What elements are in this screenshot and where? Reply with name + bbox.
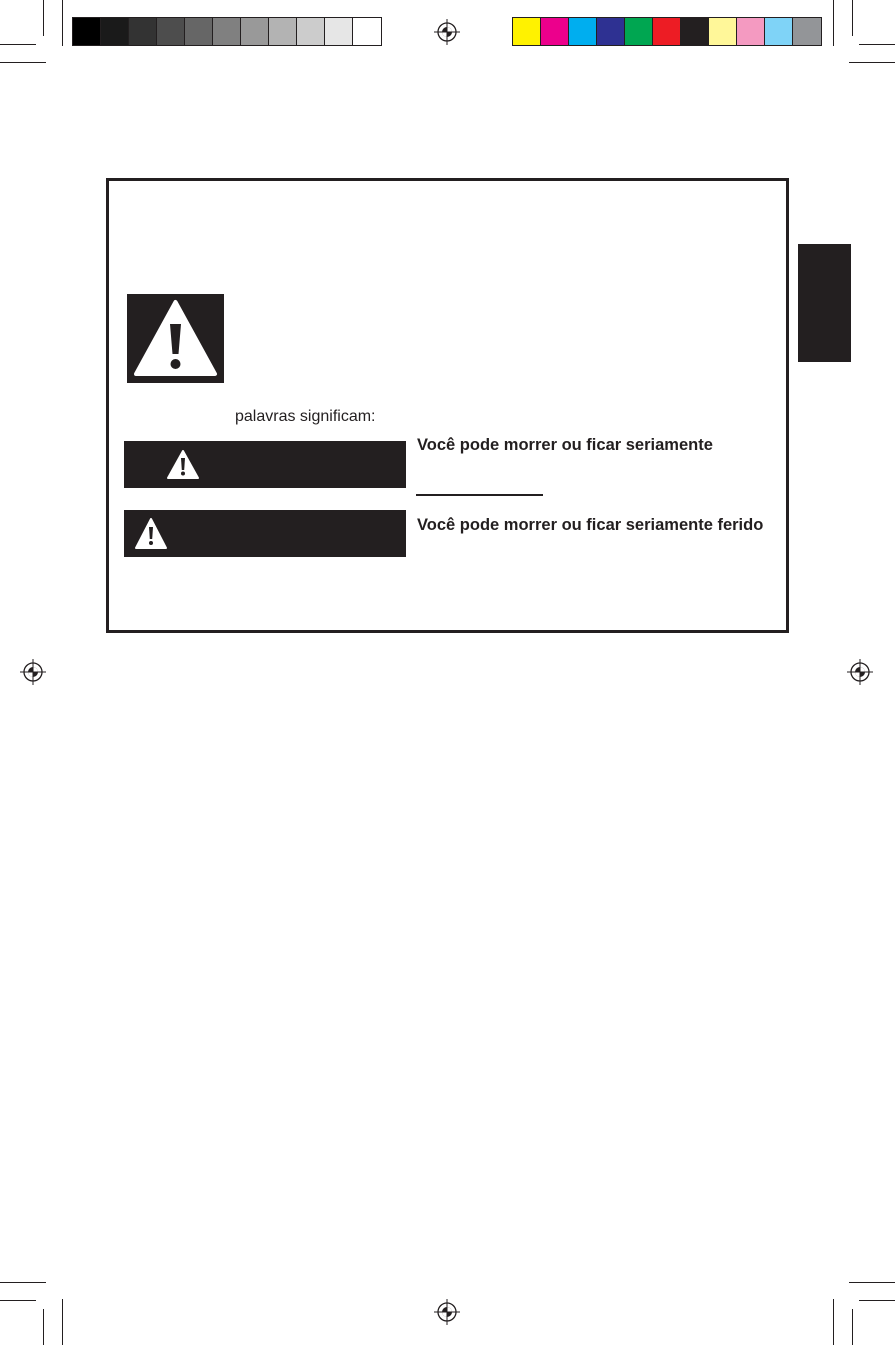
color-swatch xyxy=(709,18,737,45)
crop-mark xyxy=(859,44,895,45)
crop-mark xyxy=(43,1309,44,1345)
color-swatch xyxy=(185,18,213,45)
color-swatch xyxy=(325,18,353,45)
color-swatch xyxy=(625,18,653,45)
crop-mark xyxy=(849,1282,895,1283)
crop-mark xyxy=(0,44,36,45)
warning-triangle-icon xyxy=(127,294,224,383)
color-swatch xyxy=(353,18,381,45)
danger-description: Você pode morrer ou ficar seriamente xyxy=(417,436,713,454)
color-swatch xyxy=(269,18,297,45)
crop-mark xyxy=(849,62,895,63)
registration-mark-icon xyxy=(434,1299,460,1325)
crop-mark xyxy=(62,0,63,46)
color-swatch xyxy=(241,18,269,45)
color-swatch xyxy=(101,18,129,45)
safety-alert-symbol xyxy=(127,294,224,383)
color-swatch xyxy=(157,18,185,45)
crop-mark xyxy=(62,1299,63,1345)
crop-mark xyxy=(833,1299,834,1345)
color-swatch xyxy=(653,18,681,45)
warning-triangle-icon xyxy=(166,449,200,480)
registration-mark-icon xyxy=(20,659,46,685)
warning-signal-bar xyxy=(124,510,406,557)
color-swatch xyxy=(681,18,709,45)
crop-mark xyxy=(0,62,46,63)
crop-mark xyxy=(0,1282,46,1283)
color-swatch xyxy=(129,18,157,45)
color-swatch xyxy=(793,18,821,45)
color-swatch xyxy=(569,18,597,45)
process-color-bar xyxy=(512,17,822,46)
crop-mark xyxy=(0,1300,36,1301)
registration-mark-icon xyxy=(847,659,873,685)
color-swatch xyxy=(737,18,765,45)
color-swatch xyxy=(513,18,541,45)
danger-signal-bar xyxy=(124,441,406,488)
grayscale-color-bar xyxy=(72,17,382,46)
divider-rule xyxy=(416,494,543,496)
color-swatch xyxy=(213,18,241,45)
language-side-tab xyxy=(798,244,851,362)
warning-triangle-icon xyxy=(134,517,168,550)
safety-notice-box xyxy=(106,178,789,633)
color-swatch xyxy=(541,18,569,45)
color-swatch xyxy=(765,18,793,45)
crop-mark xyxy=(852,1309,853,1345)
crop-mark xyxy=(833,0,834,46)
signal-words-intro: palavras significam: xyxy=(235,408,376,425)
registration-mark-icon xyxy=(434,19,460,45)
crop-mark xyxy=(859,1300,895,1301)
color-swatch xyxy=(73,18,101,45)
warning-description: Você pode morrer ou ficar seriamente ferido xyxy=(417,516,764,534)
color-swatch xyxy=(297,18,325,45)
color-swatch xyxy=(597,18,625,45)
crop-mark xyxy=(43,0,44,36)
crop-mark xyxy=(852,0,853,36)
